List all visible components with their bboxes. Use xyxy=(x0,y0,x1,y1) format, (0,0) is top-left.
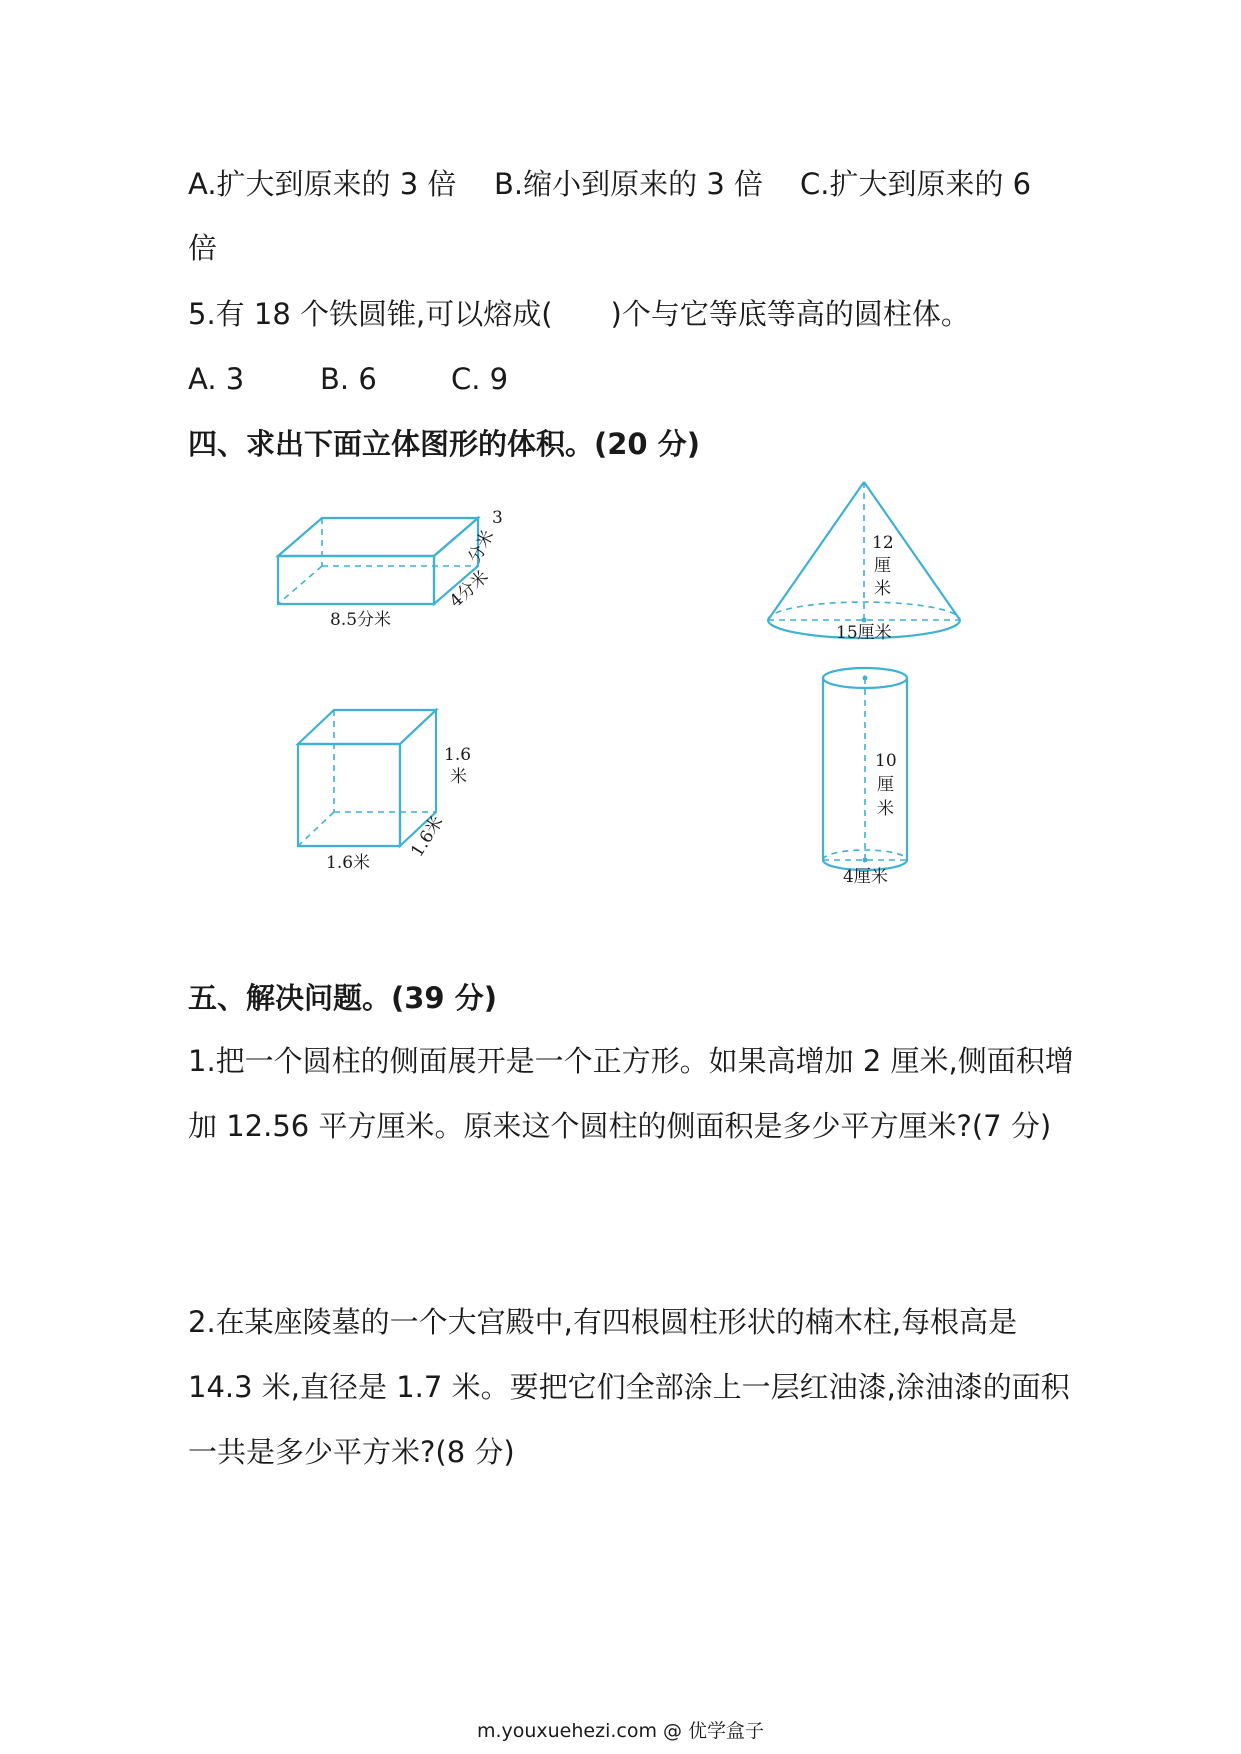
problem-1-line-1: 1.把一个圆柱的侧面展开是一个正方形。如果高增加 2 厘米,侧面积增 xyxy=(188,1044,1074,1078)
cuboid-width-label: 4分米 xyxy=(445,566,493,612)
section4-heading: 四、求出下面立体图形的体积。(20 分) xyxy=(188,427,700,461)
cube-height-number: 1.6 xyxy=(444,745,472,765)
cylinder-top-center-dot xyxy=(863,676,868,681)
cuboid-height-unit: 分米 xyxy=(464,526,499,567)
cylinder-height-number: 10 xyxy=(875,751,897,771)
cuboid-hidden-edge xyxy=(278,566,322,604)
cone-center-dot xyxy=(862,618,867,623)
cube-top-face xyxy=(298,710,436,744)
footer-watermark: m.youxuehezi.com @ 优学盒子 xyxy=(476,1720,765,1742)
cube-side-edge-label: 1.6米 xyxy=(407,812,448,861)
section5-heading: 五、解决问题。(39 分) xyxy=(188,981,497,1015)
cylinder-figure xyxy=(815,660,925,890)
cuboid-length-label: 8.5分米 xyxy=(330,610,392,630)
cuboid-figure xyxy=(270,500,530,640)
cube-figure xyxy=(290,700,490,880)
cylinder-height-unit-1: 厘 xyxy=(877,775,894,795)
cylinder-height-unit-2: 米 xyxy=(877,799,894,819)
problem-1-line-2: 加 12.56 平方厘米。原来这个圆柱的侧面积是多少平方厘米?(7 分) xyxy=(188,1109,1052,1143)
cube-front-edge-label: 1.6米 xyxy=(326,853,371,873)
q4-option-a: A.扩大到原来的 3 倍 xyxy=(188,167,457,201)
cuboid-height-number: 3 xyxy=(492,508,503,528)
q4-option-c-wrap: 倍 xyxy=(188,231,218,265)
q4-option-b: B.缩小到原来的 3 倍 xyxy=(494,167,764,201)
q5-question: 5.有 18 个铁圆锥,可以熔成( )个与它等底等高的圆柱体。 xyxy=(188,297,970,331)
cylinder-bottom-center-dot xyxy=(863,858,868,863)
cube-hidden-edge xyxy=(298,812,334,846)
cone-height-unit-1: 厘 xyxy=(874,556,891,576)
q4-option-c: C.扩大到原来的 6 xyxy=(800,167,1032,201)
problem-2-line-1: 2.在某座陵墓的一个大宫殿中,有四根圆柱形状的楠木柱,每根高是 xyxy=(188,1305,1018,1339)
cone-diameter-label: 15厘米 xyxy=(836,623,892,643)
q5-option-a: A. 3 xyxy=(188,362,245,396)
cuboid-front-face xyxy=(278,556,434,604)
problem-2-line-3: 一共是多少平方米?(8 分) xyxy=(188,1435,515,1469)
cylinder-diameter-label: 4厘米 xyxy=(843,867,888,887)
problem-2-line-2: 14.3 米,直径是 1.7 米。要把它们全部涂上一层红油漆,涂油漆的面积 xyxy=(188,1370,1070,1404)
cone-figure xyxy=(760,478,980,648)
cuboid-top-face xyxy=(278,518,478,556)
q5-option-b: B. 6 xyxy=(320,362,377,396)
cube-height-unit: 米 xyxy=(450,767,467,787)
cone-slant-edge xyxy=(768,482,864,620)
cone-height-number: 12 xyxy=(872,533,894,553)
cone-height-unit-2: 米 xyxy=(874,579,891,599)
q5-option-c: C. 9 xyxy=(451,362,509,396)
